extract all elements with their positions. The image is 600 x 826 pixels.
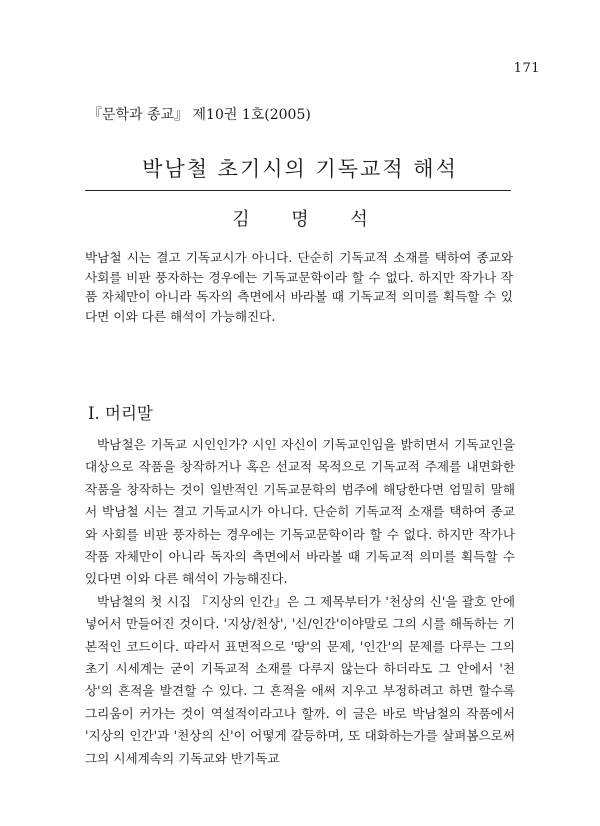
body-paragraph: 박남철의 첫 시집 『지상의 인간』은 그 제목부터가 '천상의 신'을 괄호 안에 넣어서 만들어진 것이다. '지상/천상', '신/인간'이야말로 그의 시를 해독하는 기본적인 코드이다. 따라서 표면적으로 '땅'의 문제, '인간'의 문제를 다루는 그의 초기 시세계는 굳이 기독교적 소재를 다루지 않는다 하더라도 그 안에서 '천상'의 흔적을 발견할 수 있다. 그 흔적을 애써 지우고 부정하려고 하면 할수록 그리움이 커가는 것이 역설적이라고나 할까. 이 글은 바로 박남철의 작품에서 '지상의 인간'과 '천상의 신'이 어떻게 갈등하며, 또 대화하는가를 살펴봄으로써 그의 시세계속의 기독교와 반기독교 bbox=[85, 593, 515, 766]
body-text bbox=[85, 434, 515, 770]
page-number: 171 bbox=[513, 61, 540, 76]
article-title: 박남철 초기시의 기독교적 해석 bbox=[142, 157, 458, 181]
body-paragraph: 박남철은 기독교 시인인가? 시인 자신이 기독교인임을 밝히면서 기독교인을 대상으로 작품을 창작하거나 혹은 선교적 목적으로 기독교적 주제를 내면화한 작품을 창작하는 것이 일반적인 기독교문학의 범주에 해당한다면 엄밀히 말해서 박남철 시는 결고 기독교시가 아니다. 단순히 기독교적 소재를 택하여 종교와 사회를 비판 풍자하는 경우에는 기독교문학이라 할 수 없다. 하지만 작가나 작품 자체만이 아니라 독자의 측면에서 바라볼 때 기독교적 의미를 획득할 수 있다면 이와 다른 해석이 가능해진다. bbox=[85, 437, 515, 587]
title-divider bbox=[85, 190, 511, 191]
section-heading: I. 머리말 bbox=[88, 404, 153, 423]
abstract: 박남철 시는 결고 기독교시가 아니다. 단순히 기독교적 소재를 택하여 종교와 사회를 비판 풍자하는 경우에는 기독교문학이라 할 수 없다. 하지만 작가나 작품 자체만이 아니라 독자의 측면에서 바라볼 때 기독교적 의미를 획득할 수 있다면 이와 다른 해석이 가능해진다. bbox=[85, 250, 513, 324]
journal-reference: 『문학과 종교』 제10권 1호(2005) bbox=[88, 107, 311, 123]
author-name: 김 명 석 bbox=[232, 209, 386, 230]
